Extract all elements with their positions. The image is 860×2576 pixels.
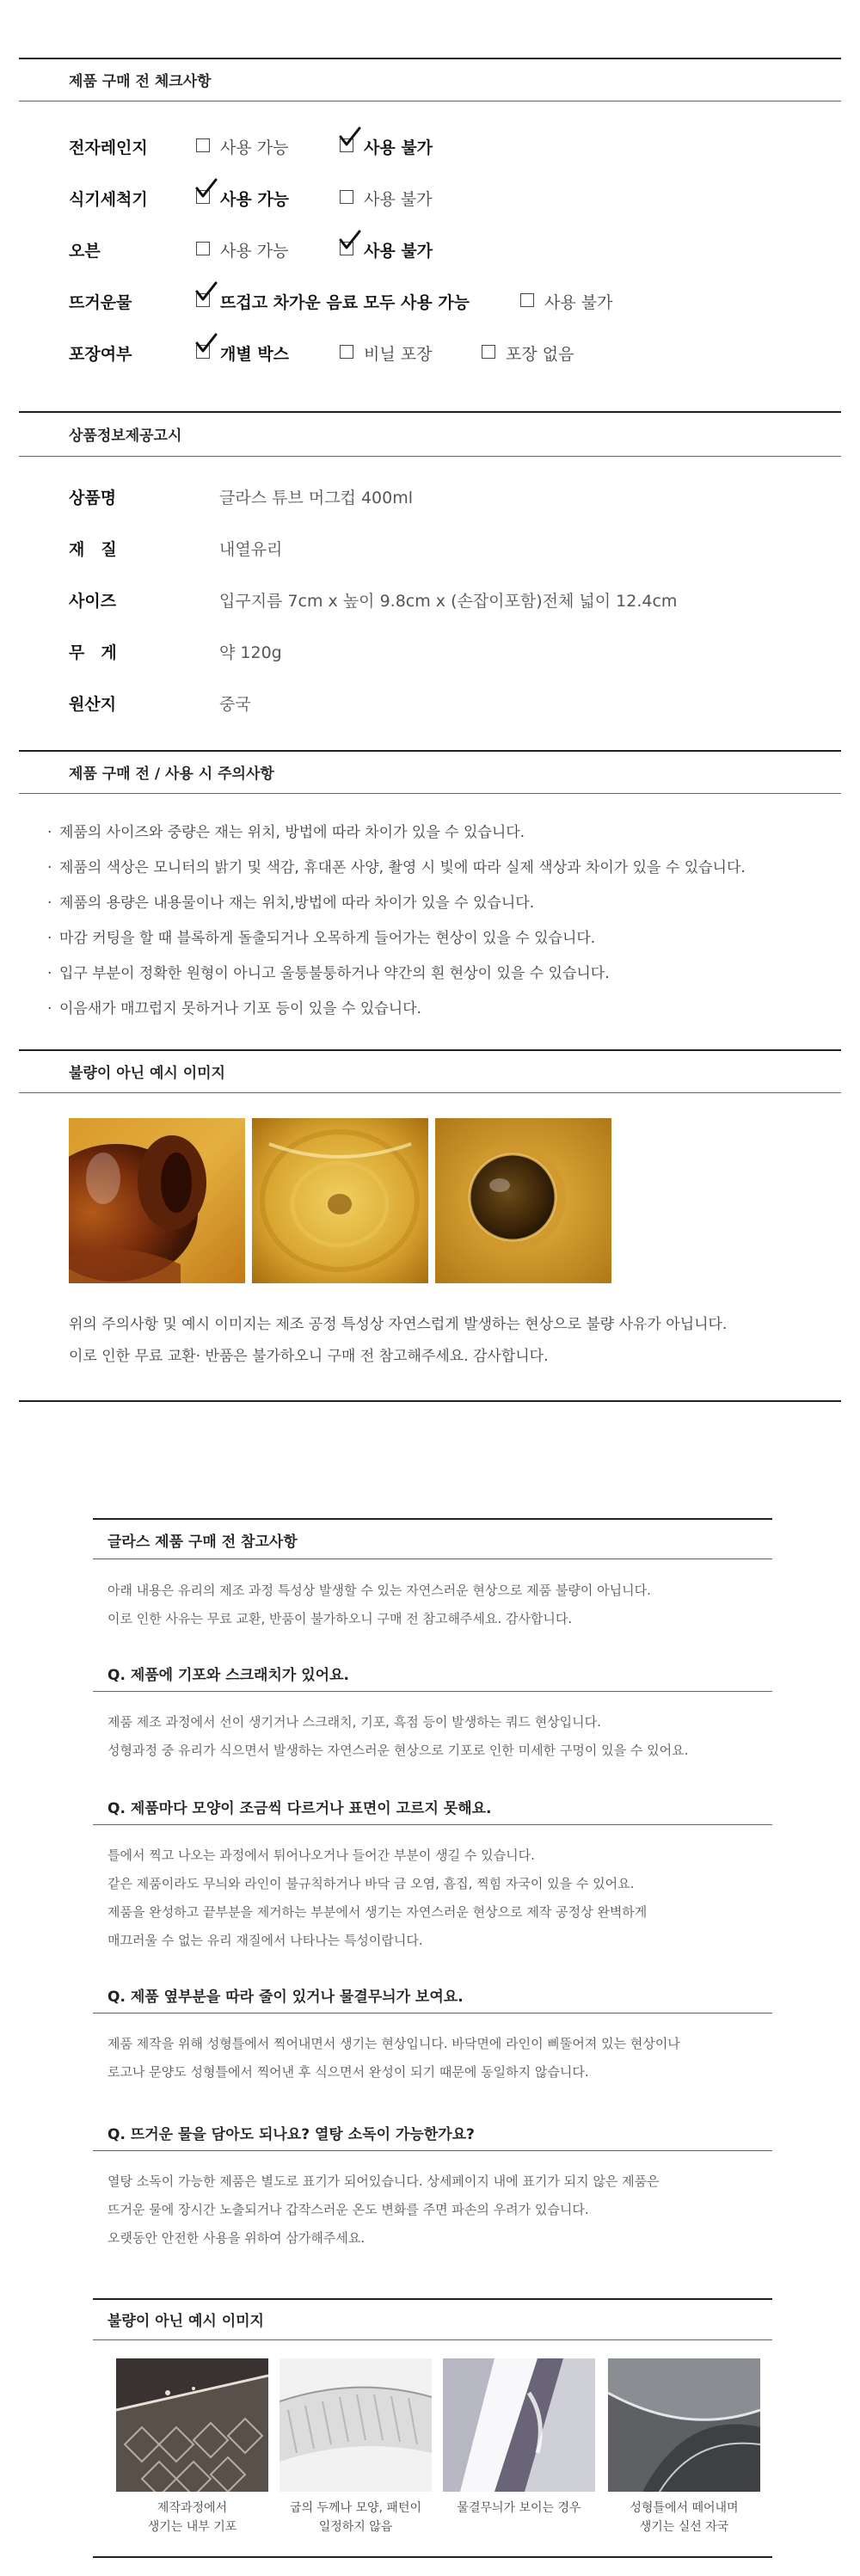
checklist-option-label: 개별 박스 bbox=[220, 345, 290, 364]
product-info-title: 상품정보제공고시 bbox=[69, 427, 182, 445]
check-mark-icon bbox=[194, 281, 218, 304]
product-info-row bbox=[69, 482, 843, 507]
checklist-option-label: 사용 가능 bbox=[220, 138, 289, 157]
glass-example-caption: 물결무늬가 보이는 경우 bbox=[457, 2501, 581, 2515]
glass-guide-intro: 이로 인한 사유는 무료 교환, 반품이 불가하오니 구매 전 참고해주세요. 감사합니다. bbox=[108, 1611, 573, 1626]
faq-answer: 로고나 문양도 성형틀에서 찍어낸 후 식으면서 완성이 되기 때문에 동일하지 않습니다. bbox=[108, 2064, 589, 2080]
section-divider bbox=[93, 1691, 772, 1692]
section-divider bbox=[93, 2339, 772, 2340]
section-divider bbox=[19, 793, 841, 794]
product-info-value: 중국 bbox=[219, 695, 251, 714]
checklist-option-label: 사용 불가 bbox=[544, 293, 613, 312]
product-info-value: 글라스 튜브 머그컵 400ml bbox=[219, 489, 414, 507]
faq-answer: 같은 제품이라도 무늬와 라인이 불규칙하거나 바닥 금 오염, 흠집, 찍힘 자국이 있을 수 있어요. bbox=[108, 1876, 635, 1891]
product-info-key: 재 질 bbox=[69, 540, 117, 559]
faq-answer: 제품을 완성하고 끝부분을 제거하는 부분에서 생기는 자연스러운 현상으로 제작 공정상 완벽하게 bbox=[108, 1904, 648, 1920]
bullet-icon: · bbox=[47, 930, 52, 947]
section-divider bbox=[19, 1092, 841, 1093]
product-info-value: 입구지름 7cm x 높이 9.8cm x (손잡이포함)전체 넓이 12.4cm bbox=[219, 592, 678, 611]
checklist-option-label: 사용 불가 bbox=[364, 138, 433, 157]
faq-answer: 매끄러울 수 없는 유리 재질에서 나타나는 특성이랍니다. bbox=[108, 1933, 423, 1948]
section-divider bbox=[19, 58, 841, 59]
checklist-option-label: 뜨겁고 차가운 음료 모두 사용 가능 bbox=[220, 293, 470, 312]
checkbox-unchecked[interactable] bbox=[482, 345, 495, 359]
checklist-option-label: 비닐 포장 bbox=[364, 345, 433, 364]
examples-text-2: 이로 인한 무료 교환· 반품은 불가하오니 구매 전 참고해주세요. 감사합니다. bbox=[69, 1348, 549, 1365]
product-info-row bbox=[69, 636, 843, 662]
example-photo-handle bbox=[69, 1118, 245, 1283]
section-divider bbox=[93, 1518, 772, 1520]
checklist-option-label: 사용 불가 bbox=[364, 190, 433, 209]
examples-text-1: 위의 주의사항 및 예시 이미지는 제조 공정 특성상 자연스럽게 발생하는 현상으로 불량 사유가 아닙니다. bbox=[69, 1316, 728, 1333]
checklist-row-label: 식기세척기 bbox=[69, 190, 148, 209]
examples-title: 불량이 아닌 예시 이미지 bbox=[69, 1065, 225, 1082]
product-info-value: 약 120g bbox=[219, 643, 282, 662]
section-divider bbox=[19, 1400, 841, 1402]
product-info-key: 사이즈 bbox=[69, 592, 117, 611]
section-divider bbox=[93, 2150, 772, 2151]
checklist-option-label: 포장 없음 bbox=[506, 345, 574, 364]
glass-guide-intro: 아래 내용은 유리의 제조 과정 특성상 발생할 수 있는 자연스러운 현상으로 제품 불량이 아닙니다. bbox=[108, 1583, 651, 1598]
glass-guide-title: 글라스 제품 구매 전 참고사항 bbox=[108, 1534, 298, 1551]
product-info-row bbox=[69, 585, 843, 611]
bullet-icon: · bbox=[47, 1000, 52, 1017]
checkbox-unchecked[interactable] bbox=[196, 138, 210, 152]
glass-example-caption: 성형틀에서 떼어내며 생기는 실선 자국 bbox=[630, 2501, 739, 2534]
example-photo-inside bbox=[252, 1118, 428, 1283]
faq-answer: 오랫동안 안전한 사용을 위하여 삼가해주세요. bbox=[108, 2230, 366, 2246]
caution-text: 제품의 사이즈와 중량은 재는 위치, 방법에 따라 차이가 있을 수 있습니다. bbox=[59, 824, 525, 841]
checklist-row bbox=[69, 183, 843, 209]
caution-text: 입구 부분이 정확한 원형이 아니고 울퉁불퉁하거나 약간의 흰 현상이 있을 수 있습니다. bbox=[59, 965, 610, 982]
glass-example-seam bbox=[608, 2358, 760, 2492]
section-divider bbox=[93, 2556, 772, 2558]
glass-example-wave bbox=[443, 2358, 595, 2492]
product-info-row bbox=[69, 688, 843, 714]
section-divider bbox=[19, 411, 841, 413]
caution-item bbox=[47, 820, 525, 841]
faq-question: Q. 제품 옆부분을 따라 줄이 있거나 물결무늬가 보여요. bbox=[108, 1989, 464, 2006]
checklist-option-label: 사용 가능 bbox=[220, 242, 289, 261]
section-divider bbox=[19, 750, 841, 752]
caution-item bbox=[47, 961, 610, 982]
checkbox-unchecked[interactable] bbox=[520, 293, 534, 307]
product-info-key: 무 게 bbox=[69, 643, 117, 662]
product-info-row bbox=[69, 533, 843, 559]
cautions-title: 제품 구매 전 / 사용 시 주의사항 bbox=[69, 765, 274, 783]
glass-examples-title: 불량이 아닌 예시 이미지 bbox=[108, 2313, 264, 2330]
faq-question: Q. 뜨거운 물을 담아도 되나요? 열탕 소독이 가능한가요? bbox=[108, 2126, 475, 2143]
check-mark-icon bbox=[338, 230, 362, 252]
checklist-row-label: 뜨거운물 bbox=[69, 293, 132, 312]
caution-text: 마감 커팅을 할 때 블록하게 돌출되거나 오목하게 들어가는 현상이 있을 수 있습니다. bbox=[59, 930, 596, 947]
caution-text: 제품의 용량은 내용물이나 재는 위치,방법에 따라 차이가 있을 수 있습니다. bbox=[59, 895, 535, 912]
bullet-icon: · bbox=[47, 824, 52, 841]
faq-answer: 뜨거운 물에 장시간 노출되거나 갑작스러운 온도 변화를 주면 파손의 우려가 있습니다. bbox=[108, 2202, 589, 2217]
checklist-title: 제품 구매 전 체크사항 bbox=[69, 73, 212, 90]
glass-example-caption: 제작과정에서 생기는 내부 기포 bbox=[147, 2501, 237, 2534]
checklist-option-label: 사용 불가 bbox=[364, 242, 433, 261]
faq-question: Q. 제품마다 모양이 조금씩 다르거나 표면이 고르지 못해요. bbox=[108, 1800, 492, 1817]
caution-text: 이음새가 매끄럽지 못하거나 기포 등이 있을 수 있습니다. bbox=[59, 1000, 421, 1017]
example-photo-bottom bbox=[435, 1118, 611, 1283]
checklist-row bbox=[69, 235, 843, 261]
checklist-row bbox=[69, 286, 843, 312]
section-divider bbox=[93, 1824, 772, 1825]
checklist-row-label: 전자레인지 bbox=[69, 138, 148, 157]
checklist-row-label: 오븐 bbox=[69, 242, 101, 261]
faq-question: Q. 제품에 기포와 스크래치가 있어요. bbox=[108, 1667, 349, 1684]
faq-answer: 열탕 소독이 가능한 제품은 별도로 표기가 되어있습니다. 상세페이지 내에 표기가 되지 않은 제품은 bbox=[108, 2173, 660, 2189]
glass-example-pattern bbox=[280, 2358, 432, 2492]
section-divider bbox=[93, 2298, 772, 2300]
product-info-key: 상품명 bbox=[69, 489, 117, 507]
faq-answer: 제품 제조 과정에서 선이 생기거나 스크래치, 기포, 흑점 등이 발생하는 쿼드 현상입니다. bbox=[108, 1714, 601, 1730]
check-mark-icon bbox=[194, 178, 218, 200]
check-mark-icon bbox=[338, 126, 362, 149]
caution-item bbox=[47, 925, 595, 947]
checklist-option-label: 사용 가능 bbox=[220, 190, 290, 209]
bullet-icon: · bbox=[47, 895, 52, 912]
checklist-row-label: 포장여부 bbox=[69, 345, 132, 364]
section-divider bbox=[19, 456, 841, 457]
faq-answer: 성형과정 중 유리가 식으면서 발생하는 자연스러운 현상으로 기포로 인한 미세한 구멍이 있을 수 있어요. bbox=[108, 1743, 689, 1758]
glass-example-bubbles bbox=[116, 2358, 268, 2492]
checkbox-unchecked[interactable] bbox=[340, 190, 353, 204]
faq-answer: 제품 제작을 위해 성형틀에서 찍어내면서 생기는 현상입니다. 바닥면에 라인이 삐뚤어져 있는 현상이나 bbox=[108, 2036, 680, 2051]
product-info-value: 내열유리 bbox=[219, 540, 283, 559]
faq-answer: 틀에서 찍고 나오는 과정에서 튀어나오거나 들어간 부분이 생길 수 있습니다. bbox=[108, 1847, 535, 1863]
glass-example-caption: 굽의 두께나 모양, 패턴이 일정하지 않음 bbox=[289, 2501, 422, 2534]
checklist-row bbox=[69, 338, 843, 364]
section-divider bbox=[19, 1049, 841, 1051]
checkbox-unchecked[interactable] bbox=[196, 242, 210, 255]
checklist-row bbox=[69, 132, 843, 157]
product-info-key: 원산지 bbox=[69, 695, 117, 714]
bullet-icon: · bbox=[47, 965, 52, 982]
caution-item bbox=[47, 890, 534, 912]
checkbox-unchecked[interactable] bbox=[340, 345, 353, 359]
caution-text: 제품의 색상은 모니터의 밝기 및 색감, 휴대폰 사양, 촬영 시 빛에 따라 실제 색상과 차이가 있을 수 있습니다. bbox=[59, 859, 746, 876]
bullet-icon: · bbox=[47, 859, 52, 876]
caution-item bbox=[47, 855, 746, 876]
caution-item bbox=[47, 996, 421, 1017]
check-mark-icon bbox=[194, 333, 218, 355]
